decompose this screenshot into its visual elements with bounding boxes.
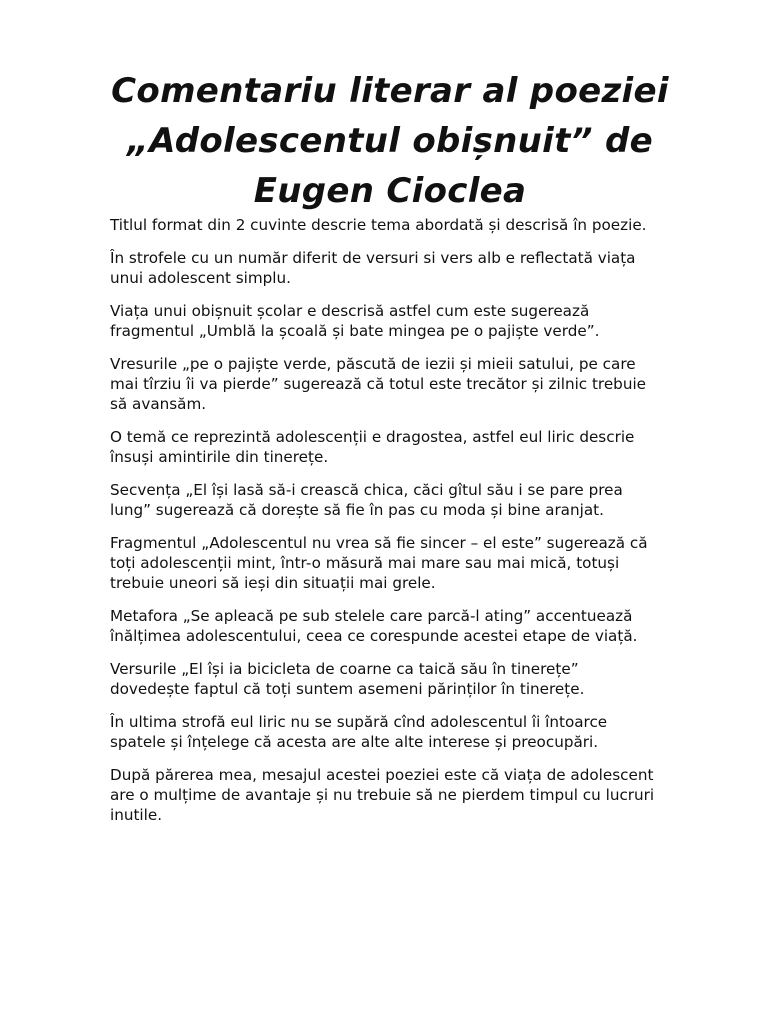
page-title xyxy=(90,66,690,216)
paragraph-line: Fragmentul „Adolescentul nu vrea să fie sincer – el este” sugerează că xyxy=(110,534,648,552)
paragraph-line: lung” sugerează că dorește să fie în pas cu moda și bine aranjat. xyxy=(110,501,604,519)
paragraph-line: trebuie uneori să ieși din situații mai grele. xyxy=(110,574,436,592)
paragraph-school-life xyxy=(110,301,722,341)
title-line: Eugen Cioclea xyxy=(253,171,527,211)
paragraph-line: spatele și înțelege că acesta are alte alte interese și preocupări. xyxy=(110,733,599,751)
document-body xyxy=(110,215,722,838)
paragraph-not-sincere xyxy=(110,533,722,593)
paragraph-line: să avansăm. xyxy=(110,395,207,413)
paragraph-line: toți adolescenții mint, într-o măsură mai mare sau mai mică, totuși xyxy=(110,554,620,572)
paragraph-strophes xyxy=(110,248,722,288)
paragraph-line: are o mulțime de avantaje și nu trebuie să ne pierdem timpul cu lucruri xyxy=(110,786,655,804)
paragraph-title-topic xyxy=(110,215,722,235)
paragraph-line: dovedește faptul că toți suntem asemeni părinților în tinerețe. xyxy=(110,680,585,698)
paragraph-line: În strofele cu un număr diferit de versuri si vers alb e reflectată viața xyxy=(110,249,636,267)
paragraph-line: unui adolescent simplu. xyxy=(110,269,291,287)
paragraph-line: În ultima strofă eul liric nu se supără cînd adolescentul îi întoarce xyxy=(110,713,608,731)
paragraph-line: înălțimea adolescentului, ceea ce corespunde acestei etape de viață. xyxy=(110,627,638,645)
paragraph-line: Secvența „El își lasă să-i crească chica, căci gîtul său i se pare prea xyxy=(110,481,623,499)
paragraph-line: însuși amintirile din tinerețe. xyxy=(110,448,329,466)
paragraph-line: Versurile „El își ia bicicleta de coarne ca taică său în tinerețe” xyxy=(110,660,579,678)
paragraph-metaphor-stars xyxy=(110,606,722,646)
paragraph-sequence-hair xyxy=(110,480,722,520)
paragraph-line: fragmentul „Umblă la școală și bate mingea pe o pajiște verde”. xyxy=(110,322,600,340)
paragraph-line: O temă ce reprezintă adolescenții e dragostea, astfel eul liric descrie xyxy=(110,428,635,446)
title-line: Comentariu literar al poeziei xyxy=(111,71,669,111)
paragraph-line: Metafora „Se apleacă pe sub stelele care parcă-l ating” accentuează xyxy=(110,607,633,625)
paragraph-bicycle xyxy=(110,659,722,699)
paragraph-line: Vresurile „pe o pajiște verde, păscută de iezii și mieii satului, pe care xyxy=(110,355,636,373)
paragraph-conclusion xyxy=(110,765,722,825)
title-line: „Adolescentul obișnuit” de xyxy=(126,121,654,161)
paragraph-line: Titlul format din 2 cuvinte descrie tema abordată și descrisă în poezie. xyxy=(110,216,647,234)
paragraph-last-strophe xyxy=(110,712,722,752)
paragraph-line: inutile. xyxy=(110,806,163,824)
paragraph-line: mai tîrziu îi va pierde” sugerează că totul este trecător și zilnic trebuie xyxy=(110,375,647,393)
paragraph-love-theme xyxy=(110,427,722,467)
paragraph-verses-meadow xyxy=(110,354,722,414)
paragraph-line: Viața unui obișnuit școlar e descrisă astfel cum este sugerează xyxy=(110,302,590,320)
paragraph-line: După părerea mea, mesajul acestei poeziei este că viața de adolescent xyxy=(110,766,654,784)
